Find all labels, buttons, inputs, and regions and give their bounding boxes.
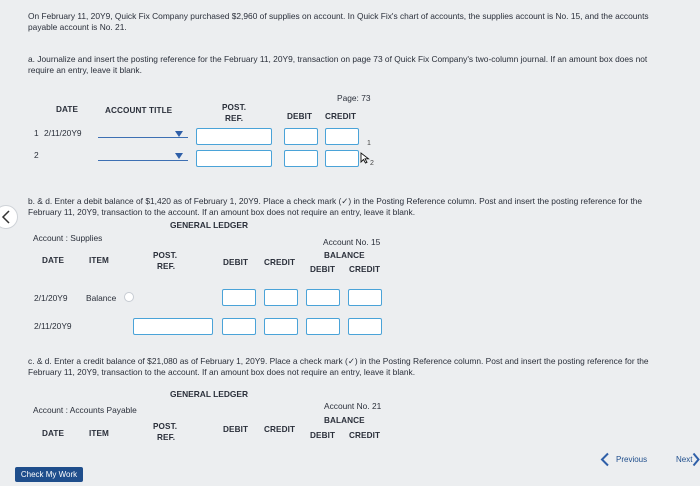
journal-header-date: DATE <box>56 105 79 114</box>
ledger-1-header-balance-credit: CREDIT <box>349 265 381 274</box>
ledger-2-header-credit: CREDIT <box>264 425 296 434</box>
ledger-1-header-credit: CREDIT <box>264 258 296 267</box>
chevron-right-icon <box>692 452 700 467</box>
ledger-1-row-1-balance-debit-input[interactable] <box>306 289 340 306</box>
ledger-1-title: GENERAL LEDGER <box>170 220 249 230</box>
intro-line-1: On February 11, 20Y9, Quick Fix Company purchased $2,960 of supplies on account. In Quick Fix's chart of accounts, the supplies account is No. 15, and the accounts <box>28 11 649 21</box>
journal-header-debit: DEBIT <box>287 112 313 121</box>
journal-row-1-marker: 1 <box>367 140 371 147</box>
ledger-1-header-balance: BALANCE <box>324 251 365 260</box>
ledger-2-header-balance-credit: CREDIT <box>349 431 381 440</box>
journal-row-2-post-ref-input[interactable] <box>196 150 272 167</box>
journal-header-credit: CREDIT <box>325 112 357 121</box>
ledger-1-row-2-credit-input[interactable] <box>264 318 298 335</box>
journal-row-2-marker: 2 <box>370 160 374 167</box>
journal-header-ref: REF. <box>225 114 244 123</box>
ledger-1-account-label: Account : Supplies <box>33 233 103 243</box>
journal-row-1-date: 2/11/20Y9 <box>44 128 82 138</box>
ledger-1-header-date: DATE <box>42 256 65 265</box>
journal-row-1-post-ref-input[interactable] <box>196 128 272 145</box>
ledger-1-row-2-debit-input[interactable] <box>222 318 256 335</box>
journal-row-1-dropdown-icon <box>175 131 183 137</box>
ledger-2-account-no: Account No. 21 <box>324 401 382 411</box>
part-cd-line-1: c. & d. Enter a credit balance of $21,080 as of February 1, 20Y9. Place a check mark (✓) in the Posting Reference column. Post and insert the posting reference for the <box>28 356 649 366</box>
journal-page-label: Page: 73 <box>337 93 371 103</box>
journal-row-2-credit-input[interactable] <box>325 150 359 167</box>
intro-line-2: payable account is No. 21. <box>28 22 127 32</box>
ledger-2-header-ref: REF. <box>157 433 176 442</box>
previous-label: Previous <box>616 455 648 464</box>
previous-button[interactable] <box>597 451 659 468</box>
ledger-1-header-balance-debit: DEBIT <box>310 265 336 274</box>
journal-row-1-credit-input[interactable] <box>325 128 359 145</box>
ledger-1-row-1-check-circle[interactable] <box>124 292 134 302</box>
ledger-2-header-post: POST. <box>153 422 178 431</box>
ledger-1-row-1-debit-input[interactable] <box>222 289 256 306</box>
ledger-2-title: GENERAL LEDGER <box>170 389 249 399</box>
ledger-2-header-balance-debit: DEBIT <box>310 431 336 440</box>
ledger-1-row-2-balance-credit-input[interactable] <box>348 318 382 335</box>
journal-row-2-number: 2 <box>34 150 39 160</box>
ledger-2-header-date: DATE <box>42 429 65 438</box>
journal-header-post: POST. <box>222 103 247 112</box>
journal-row-1-number: 1 <box>34 128 39 138</box>
check-my-work-button[interactable]: Check My Work <box>15 467 83 482</box>
ledger-2-header-balance: BALANCE <box>324 416 365 425</box>
part-bd-line-2: February 11, 20Y9, transaction to the account. If an amount box does not require an entry, leave it blank. <box>28 207 416 217</box>
ledger-1-header-debit: DEBIT <box>223 258 249 267</box>
chevron-left-icon <box>0 206 17 228</box>
ledger-1-row-1-balance-credit-input[interactable] <box>348 289 382 306</box>
ledger-2-header-debit: DEBIT <box>223 425 249 434</box>
back-arrow-button[interactable] <box>0 205 18 229</box>
ledger-1-header-ref: REF. <box>157 262 176 271</box>
next-label: Next <box>676 455 693 464</box>
journal-header-account-title: ACCOUNT TITLE <box>105 106 173 115</box>
ledger-1-row-1-credit-input[interactable] <box>264 289 298 306</box>
next-button[interactable] <box>674 451 700 468</box>
journal-row-2-dropdown-icon <box>175 153 183 159</box>
part-a-line-1: a. Journalize and insert the posting reference for the February 11, 20Y9, transaction on page 73 of Quick Fix Company's two-column journal. If an amount box does not <box>28 54 648 64</box>
ledger-2-account-label: Account : Accounts Payable <box>33 405 137 415</box>
ledger-1-row-2-post-ref-input[interactable] <box>133 318 213 335</box>
ledger-1-row-2-date: 2/11/20Y9 <box>34 321 72 331</box>
journal-row-2-debit-input[interactable] <box>284 150 318 167</box>
ledger-1-header-item: ITEM <box>89 256 109 265</box>
part-a-line-2: require an entry, leave it blank. <box>28 65 142 75</box>
ledger-1-row-1-date: 2/1/20Y9 <box>34 293 68 303</box>
mouse-cursor-icon <box>360 152 370 164</box>
ledger-1-header-post: POST. <box>153 251 178 260</box>
ledger-1-row-1-item: Balance <box>86 293 117 303</box>
part-bd-line-1: b. & d. Enter a debit balance of $1,420 as of February 1, 20Y9. Place a check mark (✓) in the Posting Reference column. Post and insert the posting reference for the <box>28 196 643 206</box>
chevron-left-icon <box>599 452 611 467</box>
journal-row-1-debit-input[interactable] <box>284 128 318 145</box>
ledger-1-row-2-balance-debit-input[interactable] <box>306 318 340 335</box>
ledger-1-account-no: Account No. 15 <box>323 237 381 247</box>
ledger-2-header-item: ITEM <box>89 429 109 438</box>
part-cd-line-2: February 11, 20Y9, transaction to the account. If an amount box does not require an entry, leave it blank. <box>28 367 416 377</box>
